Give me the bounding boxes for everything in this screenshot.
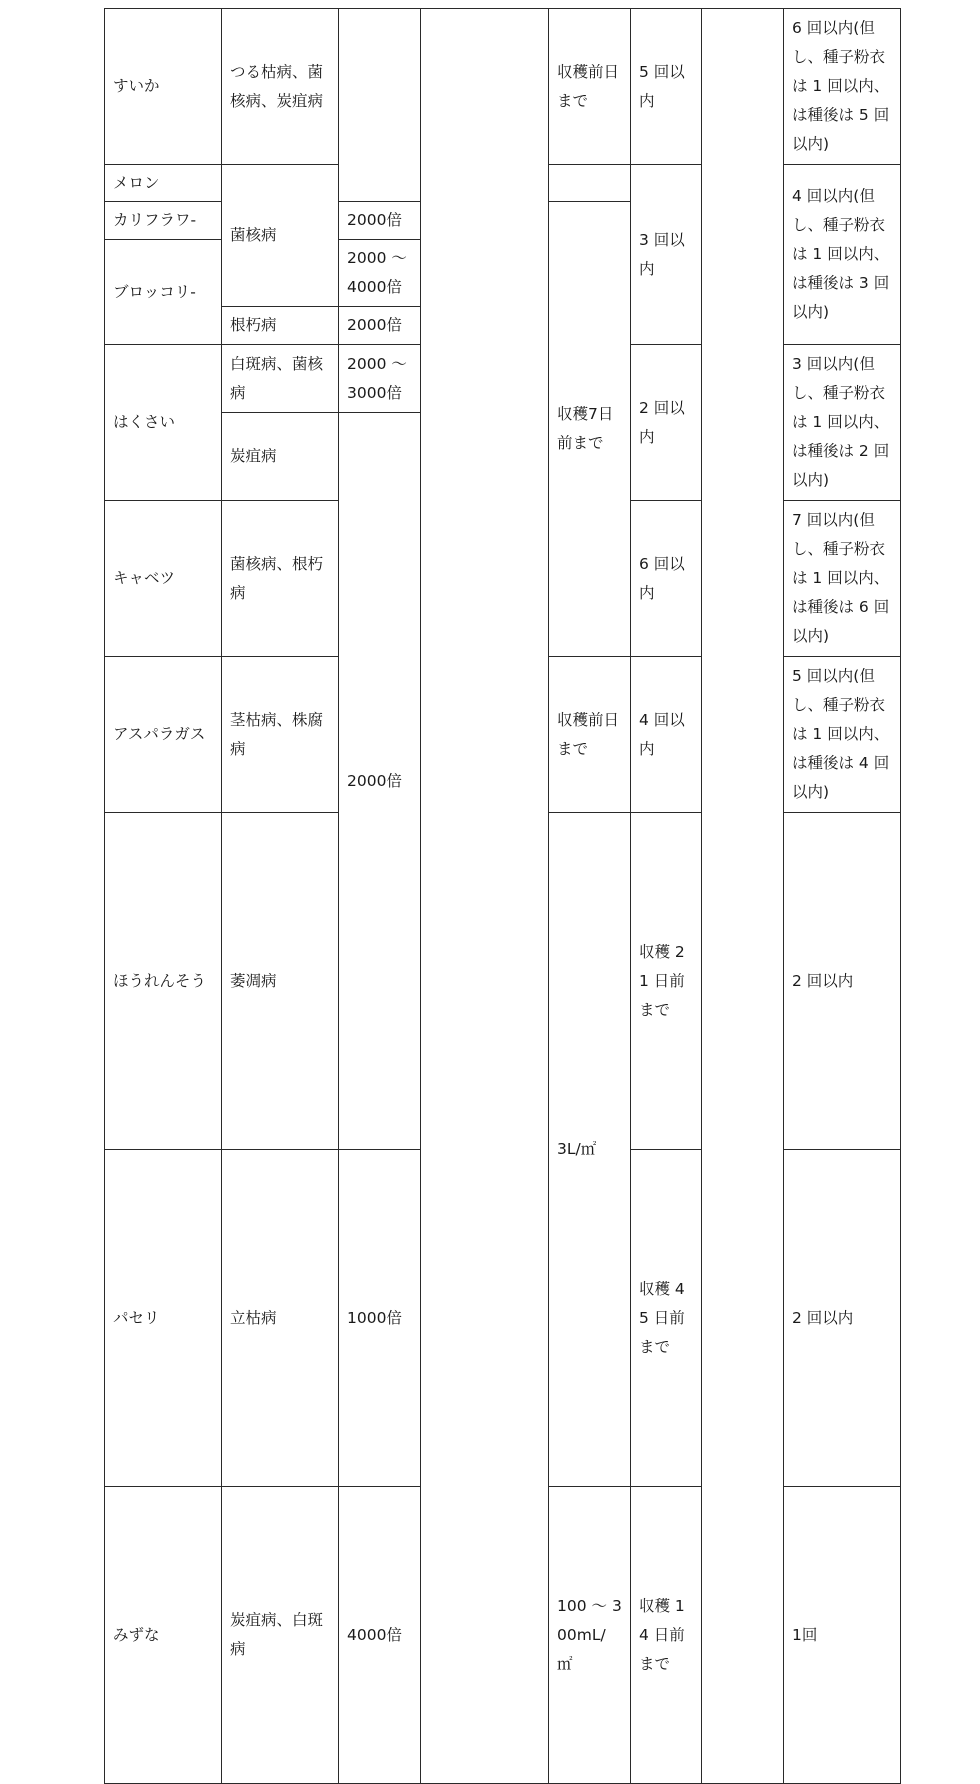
crop-cell: カリフラワ-	[105, 202, 222, 240]
dilution-line: 4000倍	[347, 278, 402, 296]
timing-cell: 収穫7日前まで	[549, 202, 631, 657]
crop-cell: ほうれんそう	[105, 813, 222, 1150]
disease-cell: 菌核病、根朽病	[222, 501, 339, 657]
total-count-cell: 6 回以内(但し、種子粉衣は 1 回以内、は種後は 5 回以内)	[784, 9, 901, 165]
pesticide-usage-table	[104, 8, 901, 1784]
dilution-cell: 2000倍	[339, 307, 421, 345]
disease-cell: 菌核病	[222, 165, 339, 307]
timing-cell: 収穫前日まで	[549, 9, 631, 165]
amount-cell	[549, 1487, 631, 1784]
dilution-cell	[339, 345, 421, 413]
total-count-cell: 3 回以内(但し、種子粉衣は 1 回以内、は種後は 2 回以内)	[784, 345, 901, 501]
method-cell-empty	[702, 9, 784, 1784]
disease-cell: つる枯病、菌核病、炭疽病	[222, 9, 339, 165]
disease-cell: 萎凋病	[222, 813, 339, 1150]
amount-cell: 3L/㎡	[549, 813, 631, 1487]
crop-cell: パセリ	[105, 1150, 222, 1487]
crop-cell: メロン	[105, 165, 222, 202]
crop-cell: すいか	[105, 9, 222, 165]
total-count-cell: 5 回以内(但し、種子粉衣は 1 回以内、は種後は 4 回以内)	[784, 657, 901, 813]
count-cell: 2 回以内	[784, 1150, 901, 1487]
dilution-line: 2000 ～	[347, 249, 407, 267]
timing-cell: 収穫前日まで	[549, 657, 631, 813]
dilution-cell: 2000倍	[339, 202, 421, 240]
count-cell: 4 回以内	[631, 657, 702, 813]
timing-cell: 収穫 45 日前まで	[631, 1150, 702, 1487]
dilution-cell: 1000倍	[339, 1150, 421, 1487]
disease-cell: 茎枯病、株腐病	[222, 657, 339, 813]
crop-cell: はくさい	[105, 345, 222, 501]
disease-cell: 炭疽病、白斑病	[222, 1487, 339, 1784]
dilution-line: 2000 ～	[347, 354, 407, 373]
disease-cell: 根朽病	[222, 307, 339, 345]
count-cell: 2 回以内	[784, 813, 901, 1150]
dilution-cell: 2000倍	[339, 413, 421, 1150]
dilution-line: 3000倍	[347, 383, 402, 402]
timing-cell: 収穫 21 日前まで	[631, 813, 702, 1150]
count-cell: 3 回以内	[631, 165, 702, 345]
crop-cell: アスパラガス	[105, 657, 222, 813]
count-cell: 2 回以内	[631, 345, 702, 501]
table-row	[105, 9, 901, 165]
total-count-cell: 7 回以内(但し、種子粉衣は 1 回以内、は種後は 6 回以内)	[784, 501, 901, 657]
crop-cell: キャベツ	[105, 501, 222, 657]
disease-cell: 白斑病、菌核病	[222, 345, 339, 413]
amount-line: ㎡	[557, 1654, 573, 1673]
amount-line: 100 ～ 300mL/	[557, 1596, 622, 1644]
total-count-cell: 4 回以内(但し、種子粉衣は 1 回以内、は種後は 3 回以内)	[784, 165, 901, 345]
amount-cell-empty	[421, 9, 549, 1784]
dilution-cell-empty	[339, 9, 421, 202]
timing-cell-empty	[549, 165, 631, 202]
count-cell: 1回	[784, 1487, 901, 1784]
timing-cell: 収穫 14 日前まで	[631, 1487, 702, 1784]
crop-cell: ブロッコリ-	[105, 240, 222, 345]
count-cell: 5 回以内	[631, 9, 702, 165]
count-cell: 6 回以内	[631, 501, 702, 657]
disease-cell: 立枯病	[222, 1150, 339, 1487]
disease-cell: 炭疽病	[222, 413, 339, 501]
dilution-cell	[339, 240, 421, 307]
crop-cell: みずな	[105, 1487, 222, 1784]
dilution-cell: 4000倍	[339, 1487, 421, 1784]
